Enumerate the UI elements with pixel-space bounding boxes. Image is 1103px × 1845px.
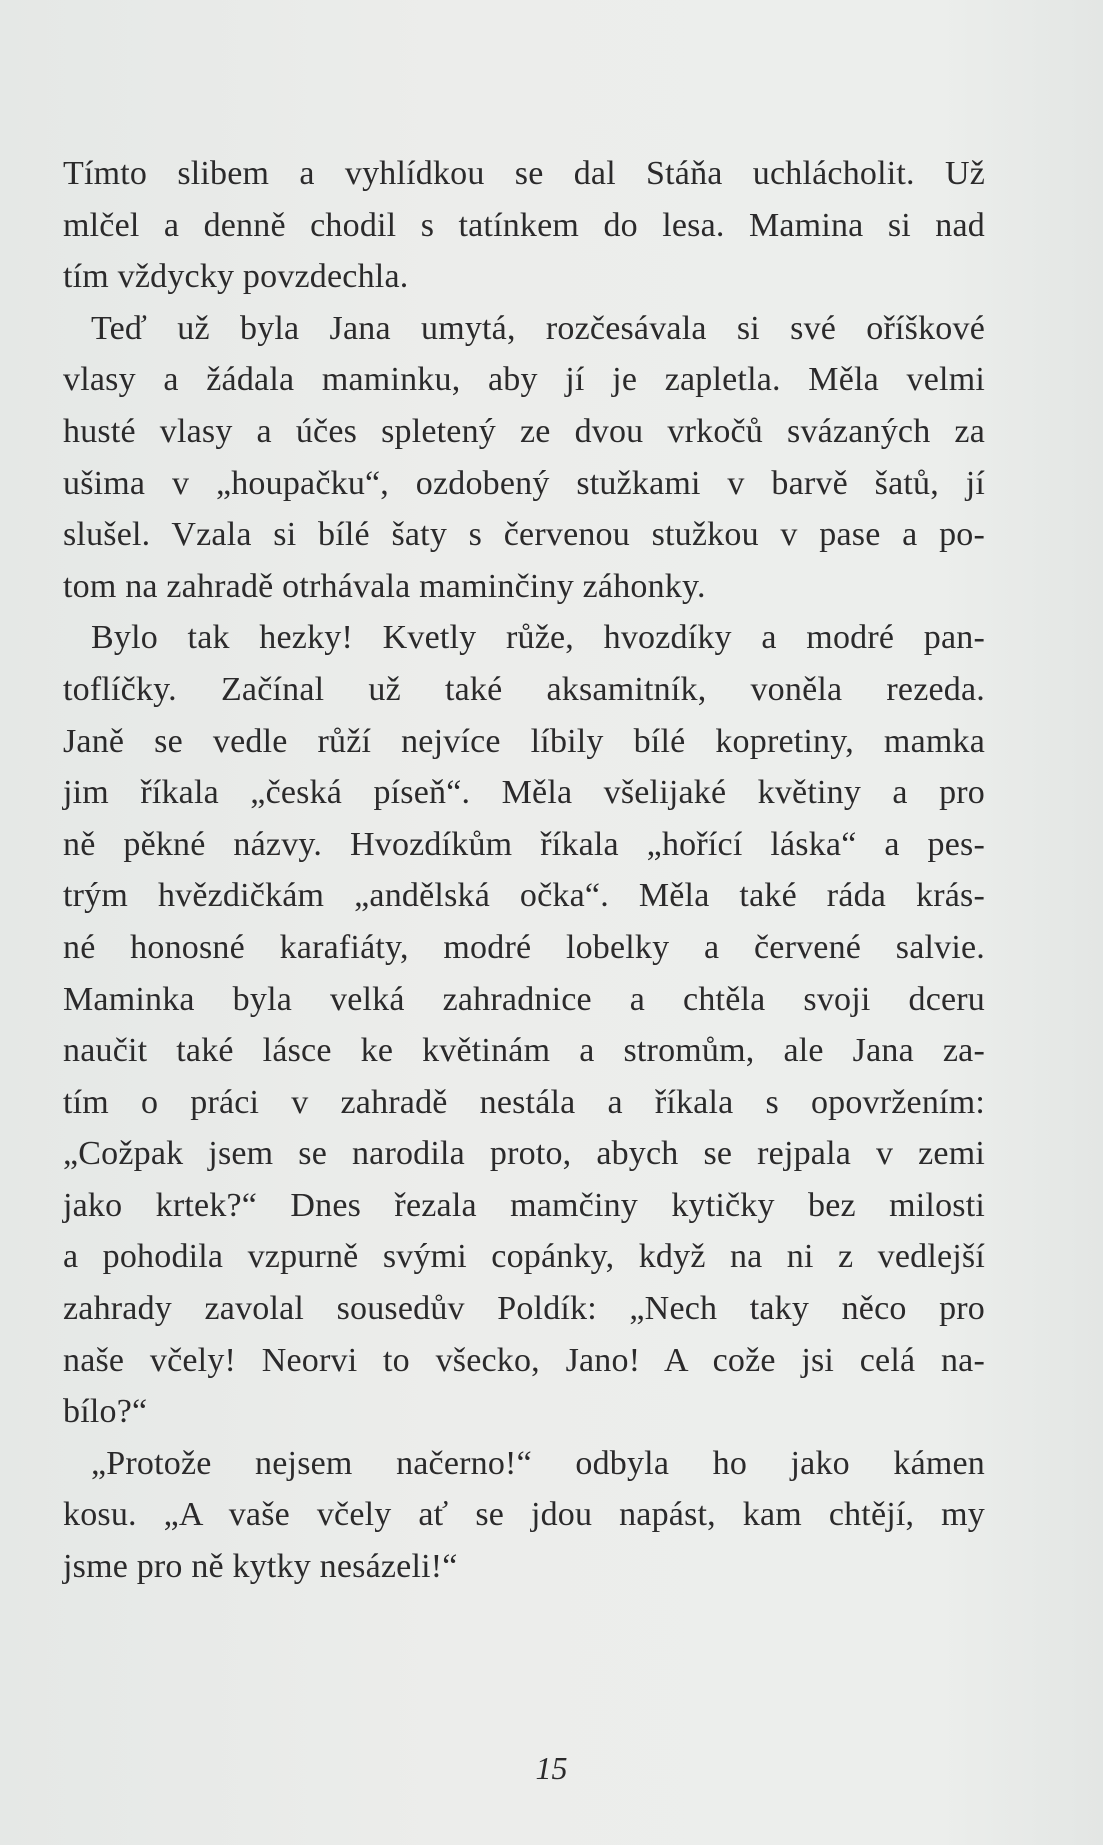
paragraph-first-line: Teď už byla Jana umytá, rozčesávala si své oříškové [91, 309, 985, 347]
text-line: Maminka byla velká zahradnice a chtěla svoji dceru [63, 980, 985, 1018]
text-line: husté vlasy a účes spletený ze dvou vrkočů svázaných za [63, 412, 985, 450]
text-line: trým hvězdičkám „andělská očka“. Měla také ráda krás- [63, 877, 985, 915]
text-line: tom na zahradě otrhávala maminčiny záhonky. [63, 567, 706, 605]
text-line: jsme pro ně kytky nesázeli!“ [63, 1548, 458, 1586]
paragraph-first-line: „Protože nejsem načerno!“ odbyla ho jako kámen [91, 1444, 985, 1482]
text-line: mlčel a denně chodil s tatínkem do lesa. Mamina si nad [63, 206, 985, 244]
text-line: ně pěkné názvy. Hvozdíkům říkala „hořící láska“ a pes- [63, 825, 985, 863]
text-line: naše včely! Neorvi to všecko, Jano! A cože jsi celá na- [63, 1341, 985, 1379]
text-line: tím o práci v zahradě nestála a říkala s opovržením: [63, 1083, 985, 1121]
paragraph-first-line: Bylo tak hezky! Kvetly růže, hvozdíky a modré pan- [91, 619, 985, 657]
text-line: Tímto slibem a vyhlídkou se dal Stáňa uchlácholit. Už [63, 155, 985, 192]
text-line: naučit také lásce ke květinám a stromům, ale Jana za- [63, 1032, 985, 1070]
text-line: né honosné karafiáty, modré lobelky a červené salvie. [63, 928, 985, 966]
text-line: a pohodila vzpurně svými copánky, když na ni z vedlejší [63, 1238, 985, 1276]
body-text [63, 148, 985, 1593]
text-line: slušel. Vzala si bílé šaty s červenou stužkou v pase a po- [63, 516, 985, 554]
text-line: vlasy a žádala maminku, aby jí je zapletla. Měla velmi [63, 361, 985, 399]
text-line: Janě se vedle růží nejvíce líbily bílé kopretiny, mamka [63, 722, 985, 760]
text-line: kosu. „A vaše včely ať se jdou napást, kam chtějí, my [63, 1496, 985, 1534]
text-line: ušima v „houpačku“, ozdobený stužkami v barvě šatů, jí [63, 464, 985, 502]
text-line: bílo?“ [63, 1393, 148, 1431]
text-line: tím vždycky povzdechla. [63, 258, 409, 296]
text-line: „Cožpak jsem se narodila proto, abych se rejpala v zemi [63, 1135, 985, 1173]
text-line: toflíčky. Začínal už také aksamitník, voněla rezeda. [63, 670, 985, 708]
text-line: zahrady zavolal sousedův Poldík: „Nech taky něco pro [63, 1290, 985, 1328]
page-number: 15 [535, 1750, 568, 1786]
text-line: jim říkala „česká píseň“. Měla všelijaké květiny a pro [63, 774, 985, 812]
text-line: jako krtek?“ Dnes řezala mamčiny kytičky bez milosti [63, 1186, 985, 1224]
